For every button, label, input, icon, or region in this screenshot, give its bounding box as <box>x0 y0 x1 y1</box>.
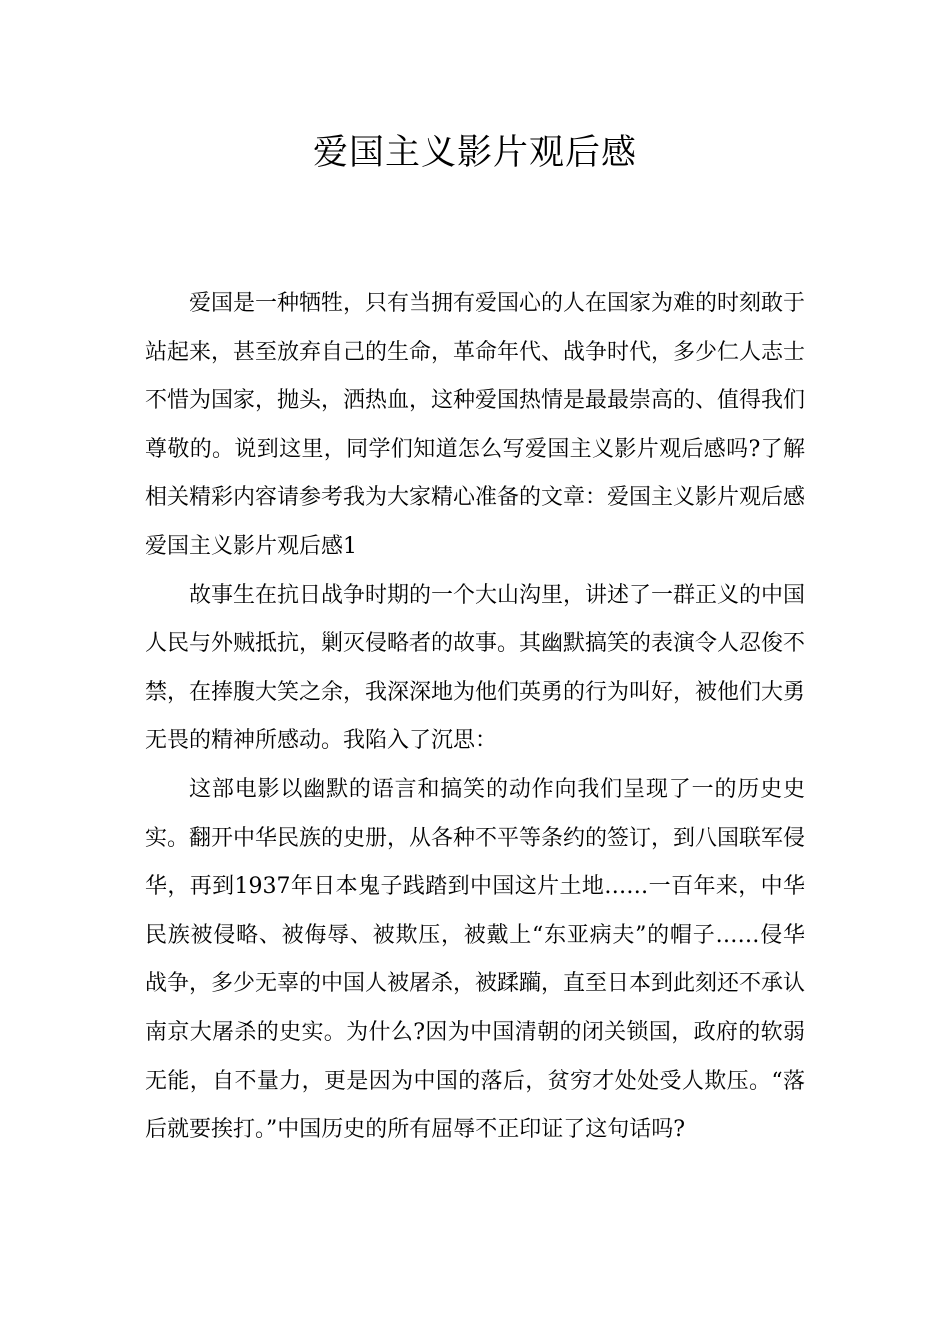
document-body <box>145 280 805 1155</box>
document-title: 爱国主义影片观后感 <box>312 133 637 173</box>
paragraph-2: 故事生在抗日战争时期的一个大山沟里，讲述了一群正义的中国人民与外贼抵抗，剿灭侵略者的故事。其幽默搞笑的表演令人忍俊不禁，在捧腹大笑之余，我深深地为他们英勇的行为叫好，被他们大勇无畏的精神所感动。我陷入了沉思： <box>145 582 806 754</box>
paragraph-1: 爱国是一种牺牲，只有当拥有爱国心的人在国家为难的时刻敢于站起来，甚至放弃自己的生命，革命年代、战争时代，多少仁人志士不惜为国家，抛头，洒热血，这种爱国热情是最最崇高的、值得我们尊敬的。说到这里，同学们知道怎么写爱国主义影片观后感吗?了解相关精彩内容请参考我为大家精心准备的文章：爱国主义影片观后感爱国主义影片观后感1 <box>145 291 806 559</box>
paragraph-3: 这部电影以幽默的语言和搞笑的动作向我们呈现了一的历史史实。翻开中华民族的史册，从各种不平等条约的签订，到八国联军侵华，再到1937年日本鬼子践踏到中国这片土地……一百年来，中华民族被侵略、被侮辱、被欺压，被戴上“东亚病夫”的帽子……侵华战争，多少无辜的中国人被屠杀，被蹂躏，直至日本到此刻还不承认南京大屠杀的史实。为什么?因为中国清朝的闭关锁国，政府的软弱无能，自不量力，更是因为中国的落后，贫穷才处处受人欺压。“落后就要挨打。”中国历史的所有屈辱不正印证了这句话吗? <box>145 776 806 1143</box>
